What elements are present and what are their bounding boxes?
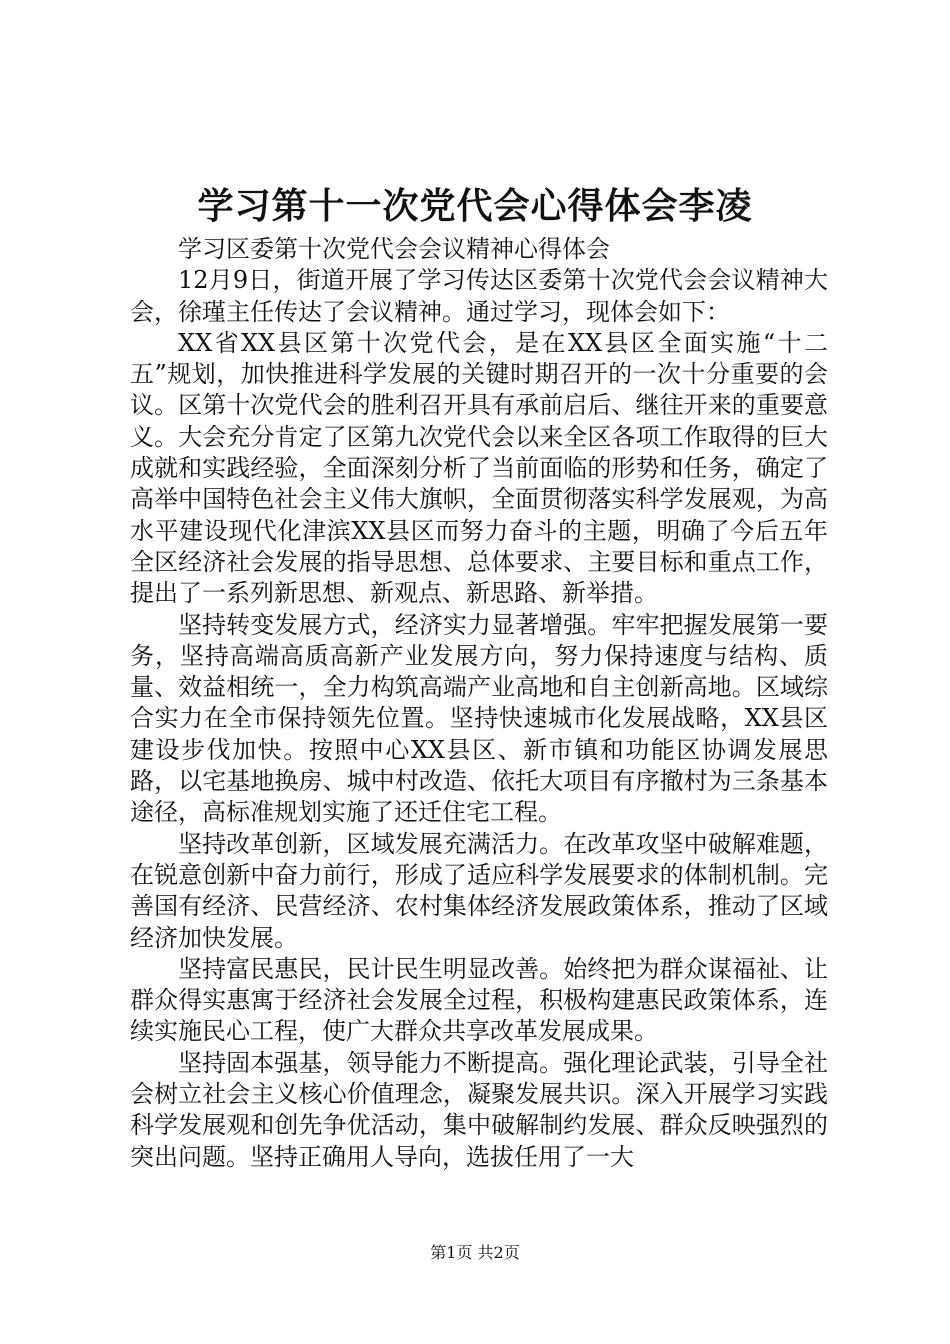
- paragraph: 坚持固本强基，领导能力不断提高。强化理论武装，引导全社会树立社会主义核心价值理念，凝聚发展共识。深入开展学习实践科学发展观和创先争优活动，集中破解制约发展、群众反映强烈的突出问题。坚持正确用人导向，选拔任用了一大: [130, 1048, 828, 1171]
- paragraph: 坚持改革创新，区域发展充满活力。在改革攻坚中破解难题，在锐意创新中奋力前行，形成了适应科学发展要求的体制机制。完善国有经济、民营经济、农村集体经济发展政策体系，推动了区域经济加快发展。: [130, 829, 828, 952]
- page-number-footer: 第1页 共2页: [430, 1243, 520, 1262]
- document-body: [130, 234, 828, 1173]
- paragraph: XX省XX县区第十次党代会，是在XX县区全面实施“十二五”规划，加快推进科学发展的关键时期召开的一次十分重要的会议。区第十次党代会的胜利召开具有承前启后、继往开来的重要意义。大会充分肯定了区第九次党代会以来全区各项工作取得的巨大成就和实践经验，全面深刻分析了当前面临的形势和任务，确定了高举中国特色社会主义伟大旗帜，全面贯彻落实科学发展观，为高水平建设现代化津滨XX县区而努力奋斗的主题，明确了今后五年全区经济社会发展的指导思想、总体要求、主要目标和重点工作，提出了一系列新思想、新观点、新思路、新举措。: [130, 328, 828, 608]
- paragraph-subtitle: 学习区委第十次党代会会议精神心得体会: [178, 235, 610, 263]
- paragraph: 12月9日，街道开展了学习传达区委第十次党代会会议精神大会，徐瑾主任传达了会议精神。通过学习，现体会如下：: [130, 266, 828, 326]
- paragraph: 坚持富民惠民，民计民生明显改善。始终把为群众谋福祉、让群众得实惠寓于经济社会发展全过程，积极构建惠民政策体系，连续实施民心工程，使广大群众共享改革发展成果。: [130, 954, 828, 1046]
- page-title: 学习第十一次党代会心得体会李凌: [197, 185, 753, 227]
- paragraph: 坚持转变发展方式，经济实力显著增强。牢牢把握发展第一要务，坚持高端高质高新产业发展方向，努力保持速度与结构、质量、效益相统一，全力构筑高端产业高地和自主创新高地。区域综合实力在全市保持领先位置。坚持快速城市化发展战略，XX县区建设步伐加快。按照中心XX县区、新市镇和功能区协调发展思路，以宅基地换房、城中村改造、依托大项目有序撤村为三条基本途径，高标准规划实施了还迁住宅工程。: [130, 610, 828, 827]
